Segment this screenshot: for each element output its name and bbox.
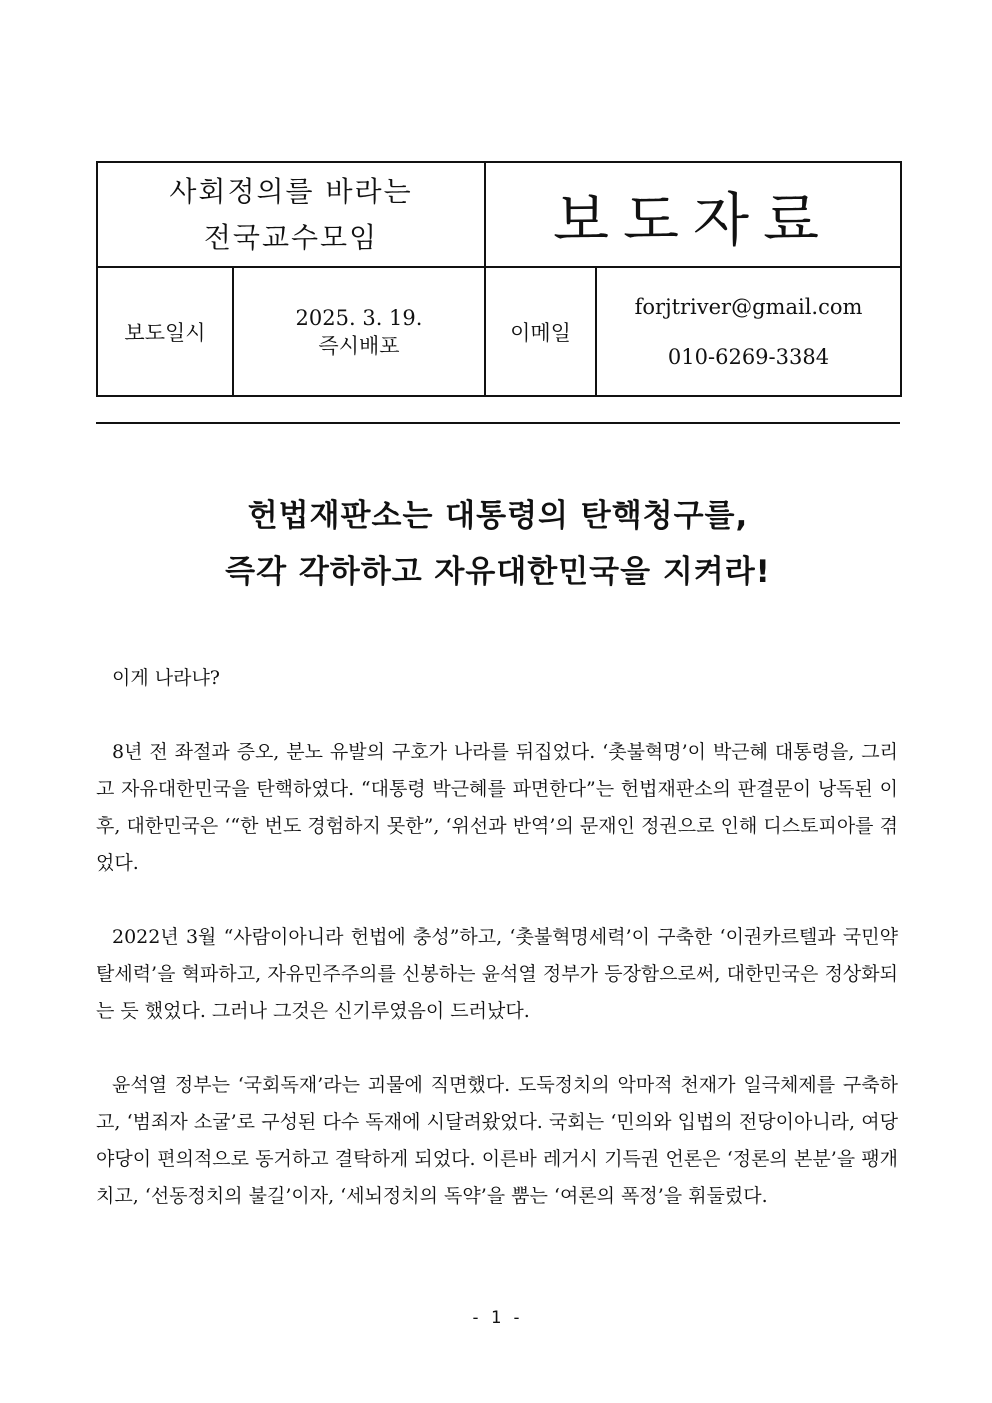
release-date: 2025. 3. 19.: [295, 305, 423, 330]
release-mode: 즉시배포: [318, 333, 400, 358]
email-address[interactable]: forjtriver@gmail.com: [634, 294, 863, 319]
document-type-title: 보도자료: [485, 162, 901, 267]
headline: [96, 488, 900, 600]
body-text: [96, 660, 898, 1252]
header-divider: [96, 422, 900, 424]
contact-cell: [596, 267, 901, 396]
headline-line1: 헌법재판소는 대통령의 탄핵청구를,: [247, 498, 749, 534]
release-date-label: 보도일시: [97, 267, 233, 396]
email-label: 이메일: [485, 267, 596, 396]
phone-number: 010-6269-3384: [667, 344, 830, 369]
body-paragraph: 윤석열 정부는 ‘국회독재’라는 괴물에 직면했다. 도둑정치의 악마적 천재가 일극체제를 구축하고, ‘범죄자 소굴’로 구성된 다수 독재에 시달려왔었다. 국회는 ‘민의와 입법의 전당이아니라, 여당 야당이 편의적으로 동거하고 결탁하게 되었다. 이른바 레거시 기득권 언론은 ‘정론의 본분’을 팽개치고, ‘선동정치의 불길’이자, ‘세뇌정치의 독약’을 뿜는 ‘여론의 폭정’을 휘둘렀다.: [96, 1074, 898, 1207]
release-date-cell: [233, 267, 485, 396]
page-number: - 1 -: [470, 1308, 522, 1328]
body-paragraph: 2022년 3월 “사람이아니라 헌법에 충성”하고, ‘촛불혁명세력’이 구축한 ‘이권카르텔과 국민약탈세력’을 혁파하고, 자유민주주의를 신봉하는 윤석열 정부가 등장함으로써, 대한민국은 정상화되는 듯 했었다. 그러나 그것은 신기루였음이 드러났다.: [96, 926, 898, 1022]
organization-name-line1: 사회정의를 바라는: [169, 174, 413, 208]
body-paragraph: 이게 나라냐?: [112, 667, 220, 689]
headline-line2: 즉각 각하하고 자유대한민국을 지켜라!: [225, 554, 771, 590]
organization-name-line2: 전국교수모임: [203, 220, 379, 254]
organization-name-cell: [97, 162, 485, 267]
press-release-header-table: [96, 161, 902, 397]
body-paragraph: 8년 전 좌절과 증오, 분노 유발의 구호가 나라를 뒤집었다. ‘촛불혁명’이 박근혜 대통령을, 그리고 자유대한민국을 탄핵하였다. “대통령 박근혜를 파면한다”는 헌법재판소의 판결문이 낭독된 이후, 대한민국은 ‘“한 번도 경험하지 못한”, ‘위선과 반역’의 문재인 정권으로 인해 디스토피아를 겪었다.: [96, 741, 898, 874]
